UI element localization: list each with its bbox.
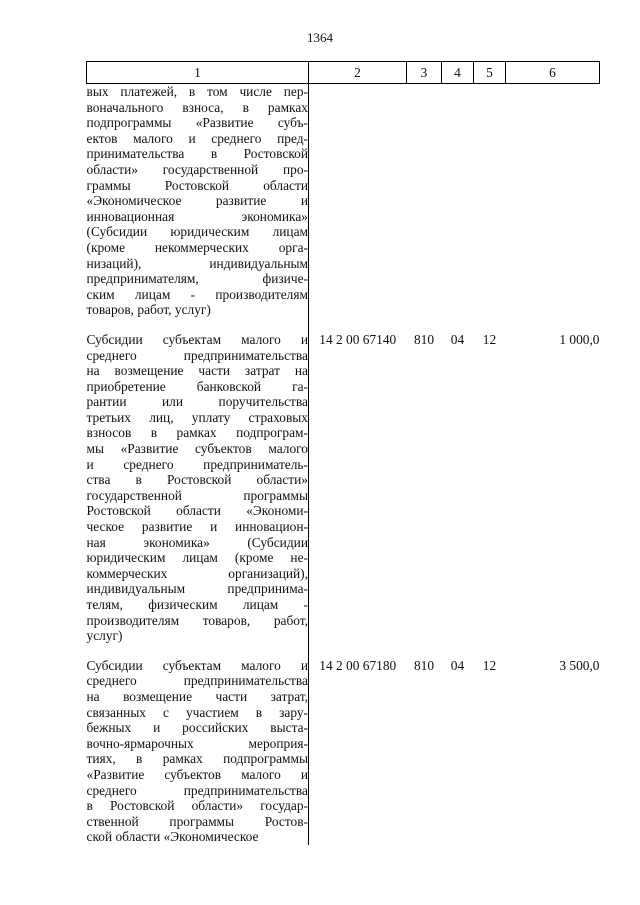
description-line: рантии или поручительства	[86, 394, 308, 410]
description-line: воначального взноса, в рамках	[86, 99, 308, 115]
description-line: коммерческих организаций),	[86, 565, 308, 581]
description-line: инновационная экономика»	[86, 208, 308, 224]
description-line: ектов малого и среднего пред-	[86, 130, 308, 146]
spacer-cell	[87, 644, 309, 658]
spacer-cell	[87, 318, 309, 332]
description-line: товаров, работ, услуг)	[86, 302, 211, 318]
description-line: среднего предпринимательства	[86, 347, 308, 363]
subsection-cell	[474, 84, 506, 318]
description-line: Субсидии субъектам малого и	[86, 657, 308, 673]
description-line: «Экономическое развитие и	[86, 193, 308, 209]
budget-table	[86, 61, 600, 845]
page-number: 1364	[307, 30, 333, 45]
section-cell	[442, 84, 474, 318]
spacer-cell	[442, 318, 474, 332]
description-line: бежных и российских выста-	[86, 720, 308, 736]
spacer-cell	[309, 644, 407, 658]
description-cell	[87, 332, 309, 644]
description-line: подпрограммы «Развитие субъ-	[86, 115, 308, 131]
spacer-cell	[474, 644, 506, 658]
budget-code-cell: 14 2 00 67140	[319, 331, 397, 347]
description-line: на возмещение части затрат,	[86, 688, 308, 704]
description-line: в Ростовской области» государ-	[86, 798, 308, 814]
description-line: граммы Ростовской области	[86, 177, 308, 193]
description-line: принимательства в Ростовской	[86, 146, 308, 162]
column-header-5: 5	[474, 62, 506, 84]
description-line: взносов в рамках подпрограм-	[86, 425, 308, 441]
description-line: среднего предпринимательства	[86, 782, 308, 798]
spacer-cell	[407, 644, 442, 658]
subsection-cell: 12	[482, 331, 497, 347]
description-line: и среднего предприниматель-	[86, 456, 308, 472]
spacer-cell	[474, 318, 506, 332]
expense-type-cell: 810	[413, 331, 435, 347]
description-line: приобретение банковской га-	[86, 378, 308, 394]
description-line: (Субсидии юридическим лицам	[86, 224, 308, 240]
description-line: на возмещение части затрат на	[86, 363, 308, 379]
description-line: Субсидии субъектам малого и	[86, 331, 308, 347]
description-line: ским лицам - производителям	[86, 286, 308, 302]
amount-cell: 3 500,0	[559, 657, 600, 673]
row-spacer	[87, 644, 600, 658]
description-line: ства в Ростовской области»	[86, 472, 308, 488]
description-line: ческое развитие и инновацион-	[86, 519, 308, 535]
description-line: (кроме некоммерческих орга-	[86, 239, 308, 255]
column-header-3: 3	[407, 62, 442, 84]
spacer-cell	[309, 318, 407, 332]
table-row	[87, 658, 600, 845]
description-line: третьих лиц, уплату страховых	[86, 409, 308, 425]
spacer-cell	[506, 644, 600, 658]
description-line: услуг)	[86, 628, 123, 644]
description-line: связанных с участием в зару-	[86, 704, 308, 720]
description-line: предпринимателям, физиче-	[86, 271, 308, 287]
description-line: юридическим лицам (кроме не-	[86, 550, 308, 566]
row-spacer	[87, 318, 600, 332]
description-line: тиях, в рамках подпрограммы	[86, 751, 308, 767]
column-header-4: 4	[442, 62, 474, 84]
description-line: вочно-ярмарочных мероприя-	[86, 735, 308, 751]
table-row	[87, 332, 600, 644]
column-header-1: 1	[87, 62, 309, 84]
table-header-row	[87, 62, 600, 84]
description-line: Ростовской области «Экономи-	[86, 503, 308, 519]
spacer-cell	[442, 644, 474, 658]
spacer-cell	[506, 318, 600, 332]
section-cell: 04	[450, 657, 465, 673]
column-header-6: 6	[506, 62, 600, 84]
budget-code-cell	[309, 84, 407, 318]
description-cell	[87, 84, 309, 318]
description-line: индивидуальным предпринима-	[86, 581, 308, 597]
description-line: низаций), индивидуальным	[86, 255, 308, 271]
column-header-2: 2	[309, 62, 407, 84]
description-line: ской области «Экономическое	[86, 829, 259, 845]
expense-type-cell	[407, 84, 442, 318]
description-line: мы «Развитие субъектов малого	[86, 441, 308, 457]
description-line: телям, физическим лицам -	[86, 597, 308, 612]
description-cell	[87, 658, 309, 845]
budget-code-cell: 14 2 00 67180	[319, 657, 397, 673]
table-row	[87, 84, 600, 318]
section-cell: 04	[450, 331, 465, 347]
table-body	[87, 84, 600, 845]
description-line: среднего предпринимательства	[86, 673, 308, 689]
description-line: ственной программы Ростов-	[86, 813, 308, 829]
spacer-cell	[407, 318, 442, 332]
subsection-cell: 12	[482, 657, 497, 673]
expense-type-cell: 810	[413, 657, 435, 673]
amount-cell	[506, 84, 600, 318]
description-line: государственной программы	[86, 487, 308, 503]
amount-cell: 1 000,0	[559, 331, 600, 347]
description-line: производителям товаров, работ,	[86, 612, 308, 628]
description-line: области» государственной про-	[86, 161, 308, 177]
description-line: «Развитие субъектов малого и	[86, 766, 308, 782]
description-line: ная экономика» (Субсидии	[86, 534, 308, 550]
description-line: вых платежей, в том числе пер-	[86, 84, 308, 99]
